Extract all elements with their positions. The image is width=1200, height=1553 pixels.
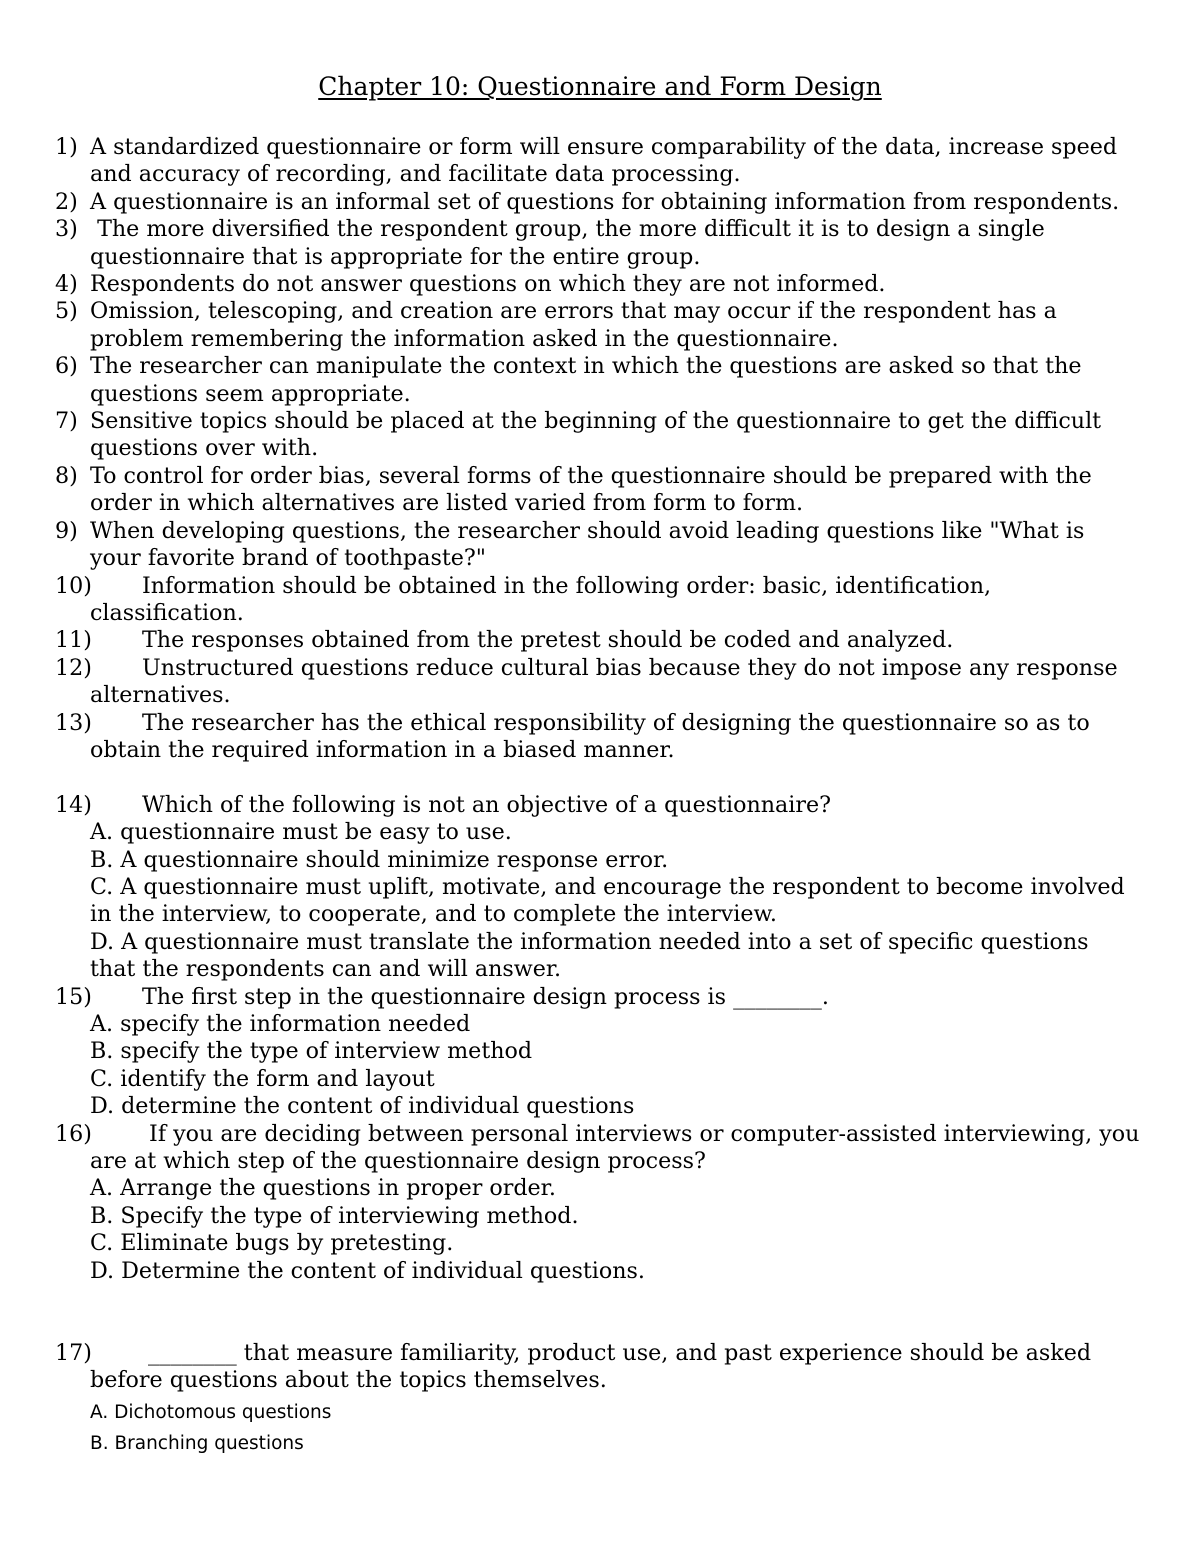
question-number: 12) (55, 654, 92, 681)
answer-option-d: D. determine the content of individual questions (90, 1093, 635, 1120)
question-number: 10) (55, 572, 92, 599)
question-item-8 (55, 463, 1140, 518)
question-number: 15) (55, 983, 92, 1010)
question-item-10 (55, 573, 1140, 628)
question-item-6 (55, 353, 1140, 408)
question-number: 8) (55, 462, 78, 489)
question-item-17 (55, 1340, 1140, 1459)
answer-option-c: C. Eliminate bugs by pretesting. (90, 1230, 454, 1257)
answer-option-a: A. questionnaire must be easy to use. (90, 819, 512, 846)
question-number: 11) (55, 627, 92, 654)
question-text: Respondents do not answer questions on which they are not informed. (90, 271, 886, 298)
blank-lines (55, 1285, 1140, 1340)
question-text: A standardized questionnaire or form will ensure comparability of the data, increase speed and accuracy of recording, and facilitate data processing. (90, 134, 1118, 188)
answer-option-b: B. Specify the type of interviewing method. (90, 1202, 579, 1229)
question-text: The more diversified the respondent group, the more difficult it is to design a single questionnaire that is appropriate for the entire group. (90, 216, 1052, 270)
page-title: Chapter 10: Questionnaire and Form Design (318, 72, 882, 101)
question-number: 9) (55, 517, 78, 544)
blank-line (55, 764, 1140, 791)
question-item-12 (55, 655, 1140, 710)
question-text: A questionnaire is an informal set of questions for obtaining information from respondents. (90, 188, 1120, 215)
question-number: 13) (55, 709, 92, 736)
question-number: 7) (55, 408, 78, 435)
question-item-1 (55, 134, 1140, 189)
question-number: 14) (55, 791, 92, 818)
answer-option-a: A. specify the information needed (90, 1010, 471, 1037)
answer-option-c: C. identify the form and layout (90, 1065, 435, 1092)
question-text: When developing questions, the researcher should avoid leading questions like "What is your favorite brand of toothpaste?" (90, 517, 1085, 572)
question-number: 16) (55, 1120, 92, 1147)
question-number: 4) (55, 271, 78, 298)
question-text: The responses obtained from the pretest should be coded and analyzed. (142, 627, 954, 654)
question-text: Which of the following is not an objective of a questionnaire? (142, 791, 831, 818)
question-item-16 (55, 1120, 1147, 1285)
question-text: The researcher can manipulate the context in which the questions are asked so that the questions seem appropriate. (90, 353, 1082, 407)
question-text: To control for order bias, several forms of the questionnaire should be prepared with the order in which alternatives are listed varied from form to form. (90, 462, 1092, 517)
question-list (55, 134, 1147, 1459)
question-item-15 (55, 984, 1140, 1121)
question-text: If you are deciding between personal interviews or computer-assisted interviewing, you are at which step of the questionnaire design process? (90, 1120, 1147, 1175)
answer-option-a: A. Dichotomous questions (90, 1401, 332, 1423)
question-item-11 (55, 627, 1140, 654)
question-text: Unstructured questions reduce cultural bias because they do not impose any response alternatives. (90, 654, 1118, 709)
question-item-14 (55, 792, 1140, 984)
question-item-2 (55, 189, 1140, 216)
question-item-4 (55, 271, 1140, 298)
question-number: 5) (55, 298, 78, 325)
question-text: Omission, telescoping, and creation are errors that may occur if the respondent has a problem remembering the information asked in the questionnaire. (90, 298, 1057, 352)
question-number: 17) (55, 1339, 92, 1366)
question-item-3 (55, 216, 1140, 271)
question-text: The researcher has the ethical responsibility of designing the questionnaire so as to obtain the required information in a biased manner. (90, 709, 1090, 763)
question-number: 2) (55, 188, 78, 215)
question-text: Information should be obtained in the following order: basic, identification, classification. (90, 572, 992, 626)
answer-option-c: C. A questionnaire must uplift, motivate, and encourage the respondent to become involved in the interview, to cooperate, and to complete the interview. (90, 873, 1125, 928)
question-item-13 (55, 710, 1140, 765)
question-number: 3) (55, 216, 78, 243)
question-number: 1) (55, 134, 78, 160)
question-text: The first step in the questionnaire design process is ________. (142, 983, 829, 1010)
question-text: ________ that measure familiarity, product use, and past experience should be asked before questions about the topics themselves. (90, 1339, 1092, 1394)
question-number: 6) (55, 353, 78, 380)
answer-option-d: D. Determine the content of individual questions. (90, 1257, 645, 1284)
answer-option-b: B. specify the type of interview method (90, 1038, 533, 1065)
answer-option-b: B. A questionnaire should minimize response error. (90, 846, 669, 873)
question-item-5 (55, 298, 1140, 353)
question-text: Sensitive topics should be placed at the beginning of the questionnaire to get the difficult questions over with. (90, 408, 1102, 462)
answer-option-b: B. Branching questions (90, 1432, 304, 1454)
question-item-9 (55, 518, 1140, 573)
answer-option-d: D. A questionnaire must translate the information needed into a set of specific questions that the respondents can and will answer. (90, 928, 1089, 983)
answer-option-a: A. Arrange the questions in proper order. (90, 1175, 556, 1202)
question-item-7 (55, 408, 1140, 463)
